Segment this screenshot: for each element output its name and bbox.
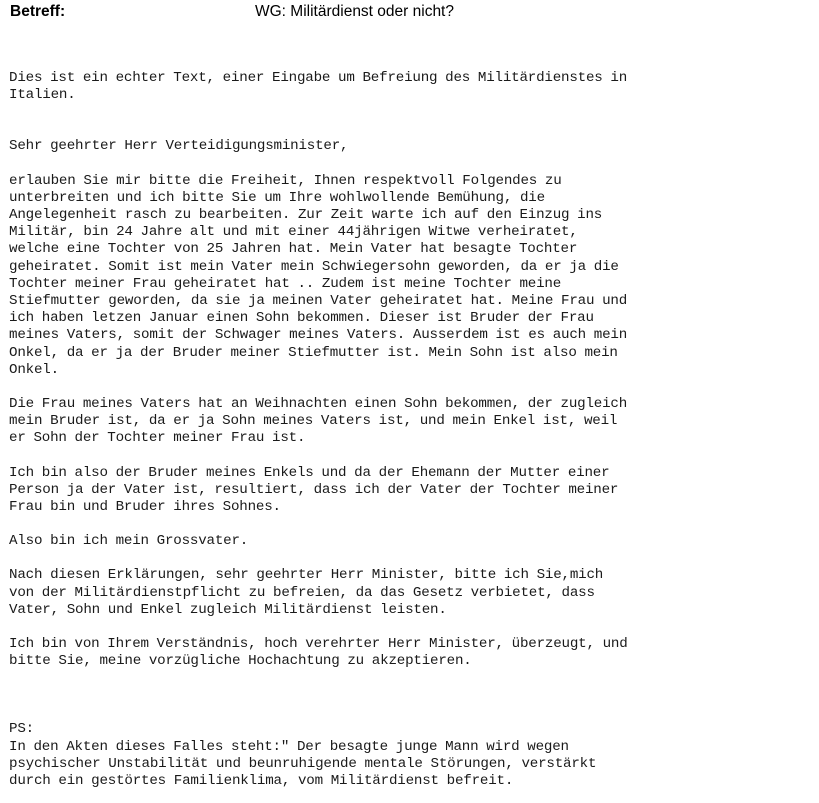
subject-value: WG: Militärdienst oder nicht? [255, 3, 454, 20]
letter-body [9, 70, 817, 790]
email-header [0, 3, 819, 25]
subject-label: Betreff: [10, 3, 66, 20]
paragraph-grandfather: Also bin ich mein Grossvater. [9, 533, 249, 550]
paragraph-brother: Die Frau meines Vaters hat an Weihnachten einen Sohn bekommen, der zugleich mein Bruder ist, da er ja Sohn meines Vaters ist, und mein Enkel ist, weil er Sohn der Tochter meiner Frau ist. [9, 396, 628, 447]
salutation: Sehr geehrter Herr Verteidigungsminister, [9, 138, 349, 155]
paragraph-conclusion: Ich bin also der Bruder meines Enkels und da der Ehemann der Mutter einer Person ja der Vater ist, resultiert, dass ich der Vater der Tochter meiner Frau bin und Bruder ihres Sohnes. [9, 464, 619, 516]
intro-text: Dies ist ein echter Text, einer Eingabe um Befreiung des Militärdienstes in Italien. [9, 70, 628, 104]
paragraph-request: erlauben Sie mir bitte die Freiheit, Ihnen respektvoll Folgendes zu unterbreiten und ich bitte Sie um Ihre wohlwollende Bemühung, die Angelegenheit rasch zu bearbeiten. Zur Zeit warte ich auf den Einzug ins Militär, bin 24 Jahre alt und mit einer 44jährigen Witwe verheiratet, welche eine Tochter von 25 Jahren hat. Mein Vater hat besagte Tochter geheiratet. Somit ist mein Vater mein Schwiegersohn geworden, da er ja die Tochter meiner Frau geheiratet hat .. Zudem ist meine Tochter meine Stiefmutter geworden, da sie ja meinen Vater geheiratet hat. Meine Frau und ich haben letzen Januar einen Sohn bekommen. Dieser ist Bruder der Frau meines Vaters, somit der Schwager meines Vaters. Ausserdem ist es auch mein Onkel, da er ja der Bruder meiner Stiefmutter ist. Mein Sohn ist also mein Onkel. [9, 172, 628, 378]
ps-label: PS: [9, 721, 34, 738]
paragraph-exemption-request: Nach diesen Erklärungen, sehr geehrter Herr Minister, bitte ich Sie,mich von der Militärdienstpflicht zu befreien, da das Gesetz verbietet, dass Vater, Sohn und Enkel zugleich Militärdienst leisten. [9, 567, 604, 618]
paragraph-closing: Ich bin von Ihrem Verständnis, hoch verehrter Herr Minister, überzeugt, und bitte Sie, meine vorzügliche Hochachtung zu akzeptieren. [9, 636, 628, 670]
ps-text: In den Akten dieses Falles steht:" Der besagte junge Mann wird wegen psychischer Unstabilität und beunruhigende mentale Störungen, verstärkt durch ein gestörtes Familienklima, vom Militärdienst befreit. [9, 738, 597, 790]
